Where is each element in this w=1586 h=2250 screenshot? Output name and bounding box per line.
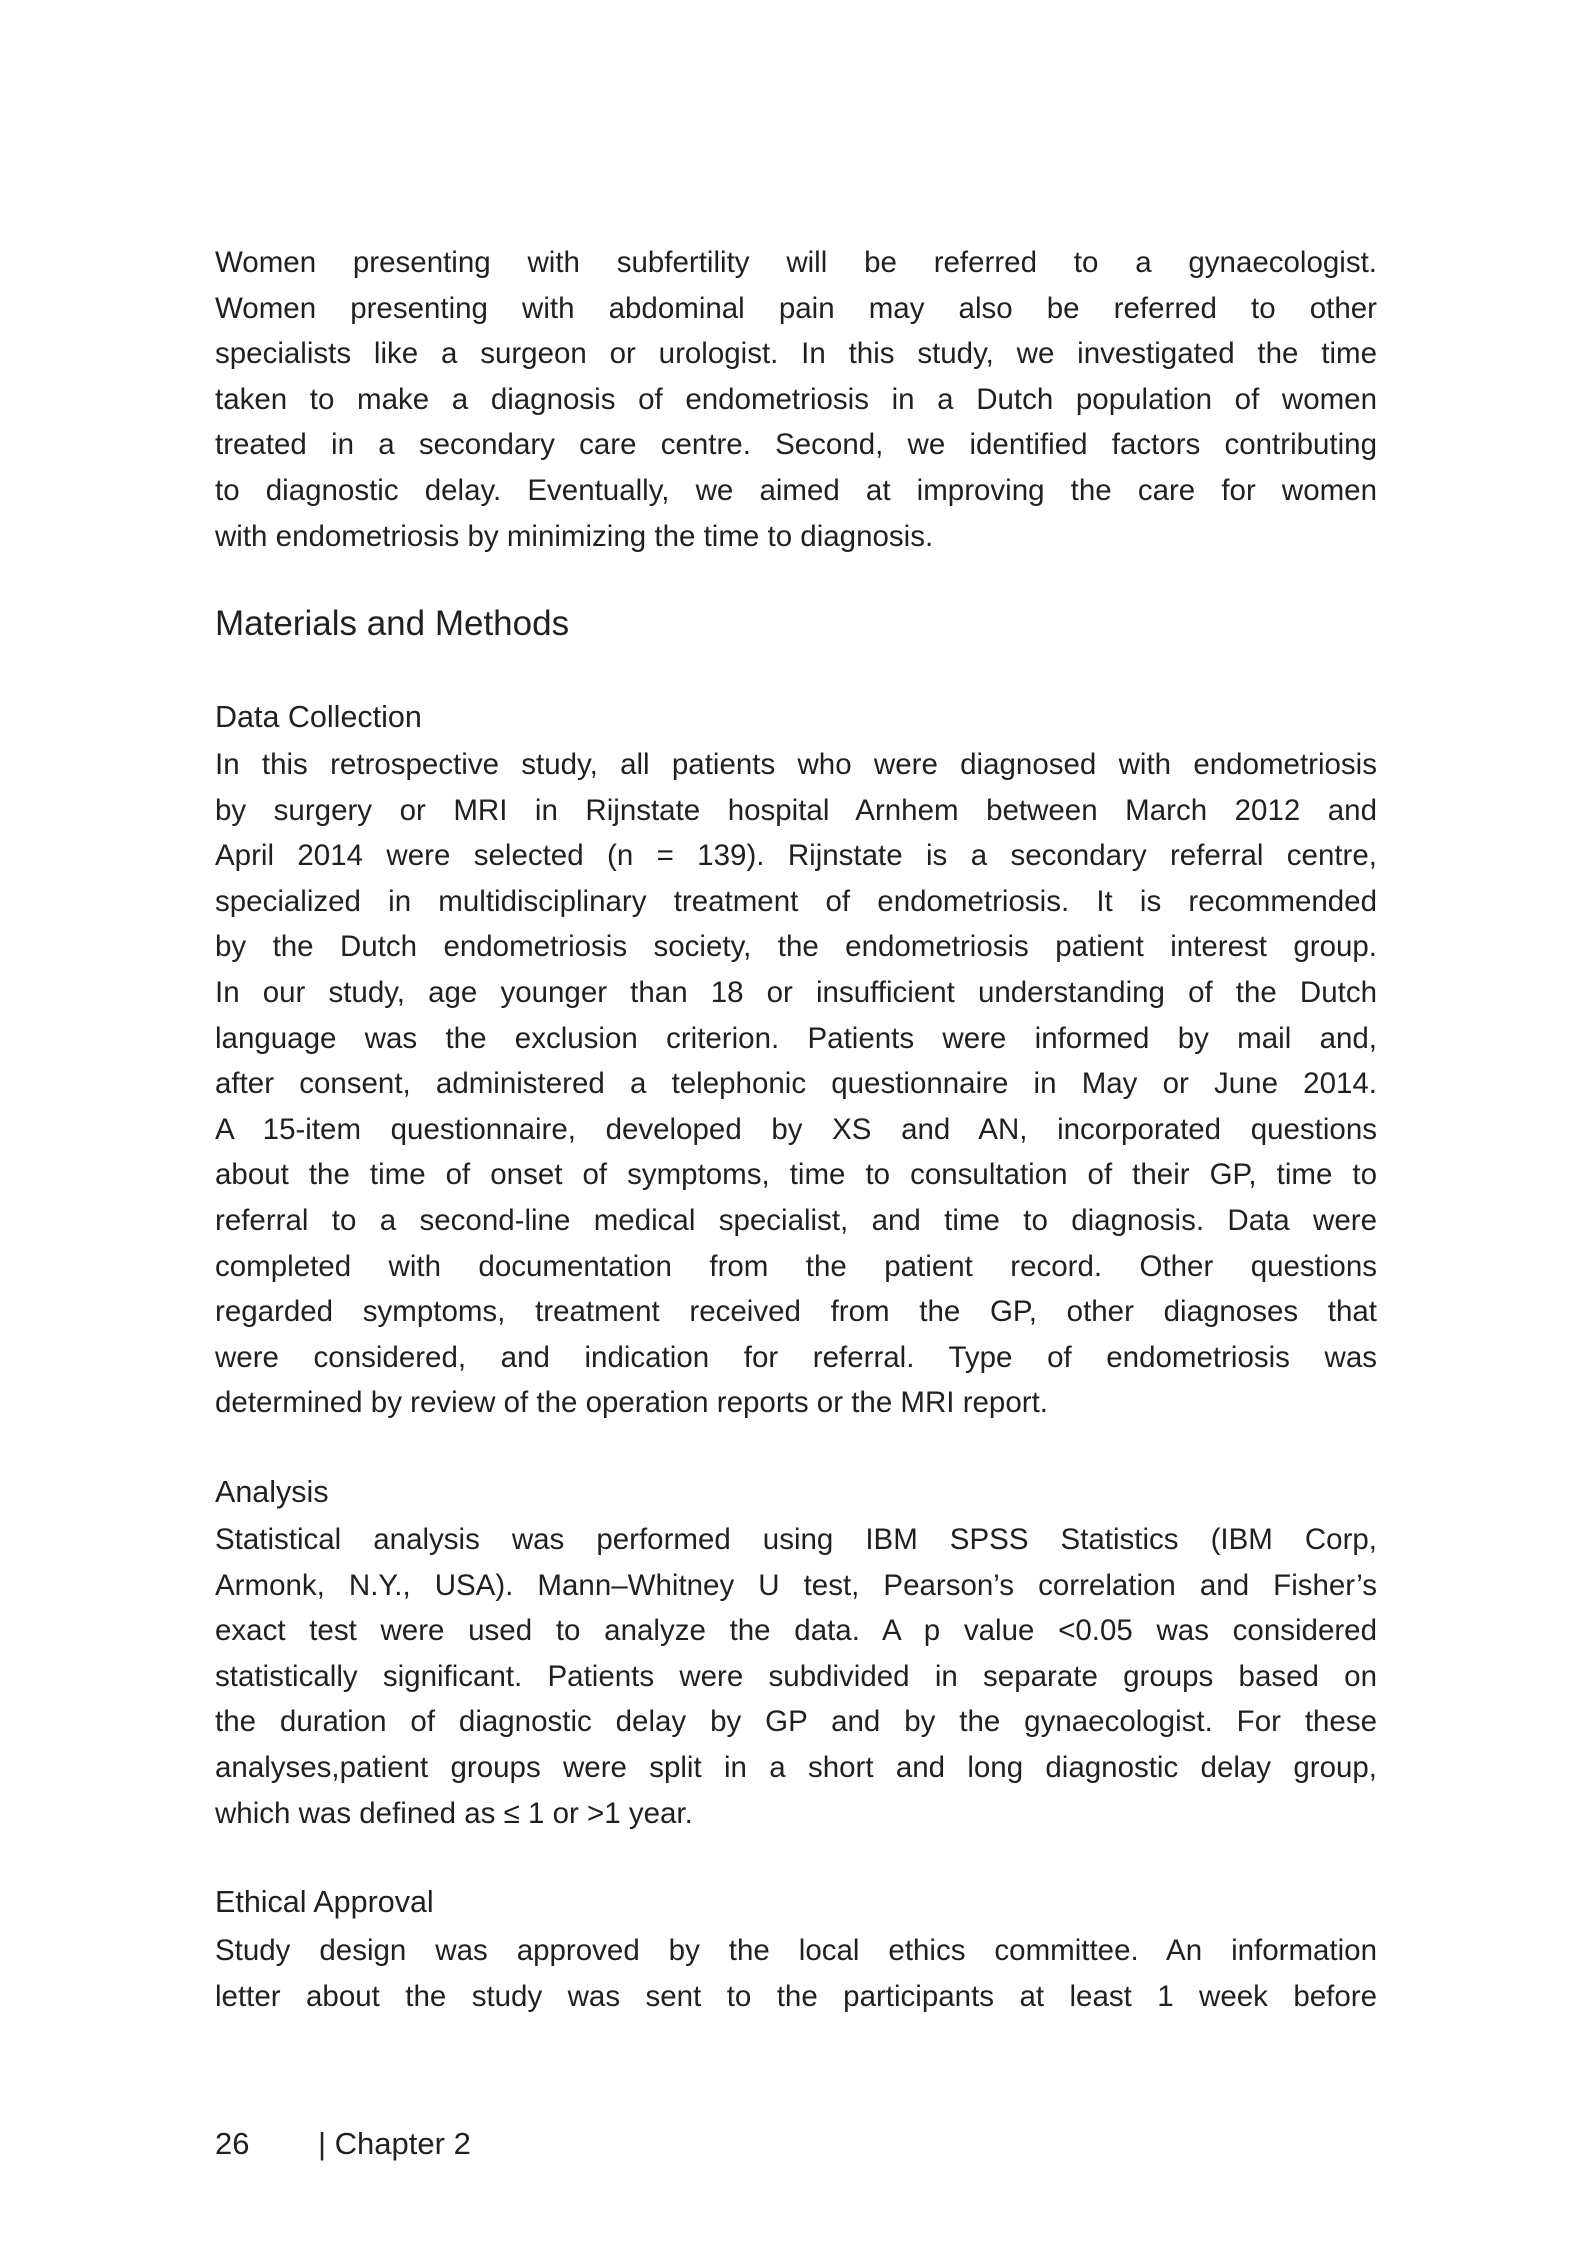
- text-line: taken to make a diagnosis of endometriosis in a Dutch population of women: [215, 382, 1377, 416]
- text-line: which was defined as ≤ 1 or >1 year.: [215, 1796, 693, 1830]
- text-line: A 15-item questionnaire, developed by XS and AN, incorporated questions: [215, 1112, 1377, 1146]
- text-line: by surgery or MRI in Rijnstate hospital Arnhem between March 2012 and: [215, 793, 1377, 827]
- subheading-ethical-approval: Ethical Approval: [215, 1885, 434, 1919]
- data-collection-paragraph: [215, 742, 1377, 1426]
- intro-paragraph: [215, 240, 1377, 559]
- text-line: Study design was approved by the local ethics committee. An information: [215, 1934, 1377, 1967]
- text-line: Armonk, N.Y., USA). Mann–Whitney U test, Pearson’s correlation and Fisher’s: [215, 1568, 1377, 1602]
- text-line: referral to a second-line medical specialist, and time to diagnosis. Data were: [215, 1203, 1377, 1237]
- text-line: with endometriosis by minimizing the time to diagnosis.: [215, 519, 934, 553]
- text-line: about the time of onset of symptoms, time to consultation of their GP, time to: [215, 1158, 1377, 1192]
- text-line: by the Dutch endometriosis society, the endometriosis patient interest group.: [215, 930, 1377, 964]
- text-line: analyses,patient groups were split in a short and long diagnostic delay group,: [215, 1750, 1377, 1784]
- text-line: language was the exclusion criterion. Patients were informed by mail and,: [215, 1021, 1377, 1055]
- text-line: In this retrospective study, all patients who were diagnosed with endometriosis: [215, 748, 1377, 781]
- text-line: specialists like a surgeon or urologist. In this study, we investigated the time: [215, 337, 1377, 371]
- subheading-analysis: Analysis: [215, 1475, 329, 1509]
- text-line: determined by review of the operation reports or the MRI report.: [215, 1386, 1048, 1420]
- text-line: after consent, administered a telephonic questionnaire in May or June 2014.: [215, 1067, 1377, 1101]
- text-line: treated in a secondary care centre. Second, we identified factors contributing: [215, 428, 1377, 462]
- text-line: Women presenting with abdominal pain may also be referred to other: [215, 291, 1377, 325]
- text-line: the duration of diagnostic delay by GP and by the gynaecologist. For these: [215, 1705, 1377, 1739]
- text-line: to diagnostic delay. Eventually, we aimed at improving the care for women: [215, 473, 1377, 507]
- text-line: Women presenting with subfertility will be referred to a gynaecologist.: [215, 246, 1377, 279]
- text-line: statistically significant. Patients were subdivided in separate groups based on: [215, 1659, 1377, 1693]
- text-line: In our study, age younger than 18 or insufficient understanding of the Dutch: [215, 975, 1377, 1009]
- text-line: exact test were used to analyze the data. A p value <0.05 was considered: [215, 1614, 1377, 1648]
- text-line: specialized in multidisciplinary treatment of endometriosis. It is recommended: [215, 884, 1377, 918]
- text-line: Statistical analysis was performed using IBM SPSS Statistics (IBM Corp,: [215, 1523, 1377, 1556]
- text-line: were considered, and indication for referral. Type of endometriosis was: [215, 1340, 1377, 1374]
- text-line: regarded symptoms, treatment received from the GP, other diagnoses that: [215, 1295, 1377, 1329]
- analysis-paragraph: [215, 1517, 1377, 1836]
- page-number: 26: [215, 2126, 250, 2161]
- subheading-data-collection: Data Collection: [215, 700, 422, 734]
- text-line: letter about the study was sent to the participants at least 1 week before: [215, 1979, 1377, 2013]
- ethical-paragraph: [215, 1928, 1377, 2019]
- text-line: April 2014 were selected (n = 139). Rijnstate is a secondary referral centre,: [215, 839, 1377, 873]
- chapter-label: | Chapter 2: [318, 2126, 471, 2161]
- section-heading-materials-methods: Materials and Methods: [215, 604, 570, 643]
- text-line: completed with documentation from the patient record. Other questions: [215, 1249, 1377, 1283]
